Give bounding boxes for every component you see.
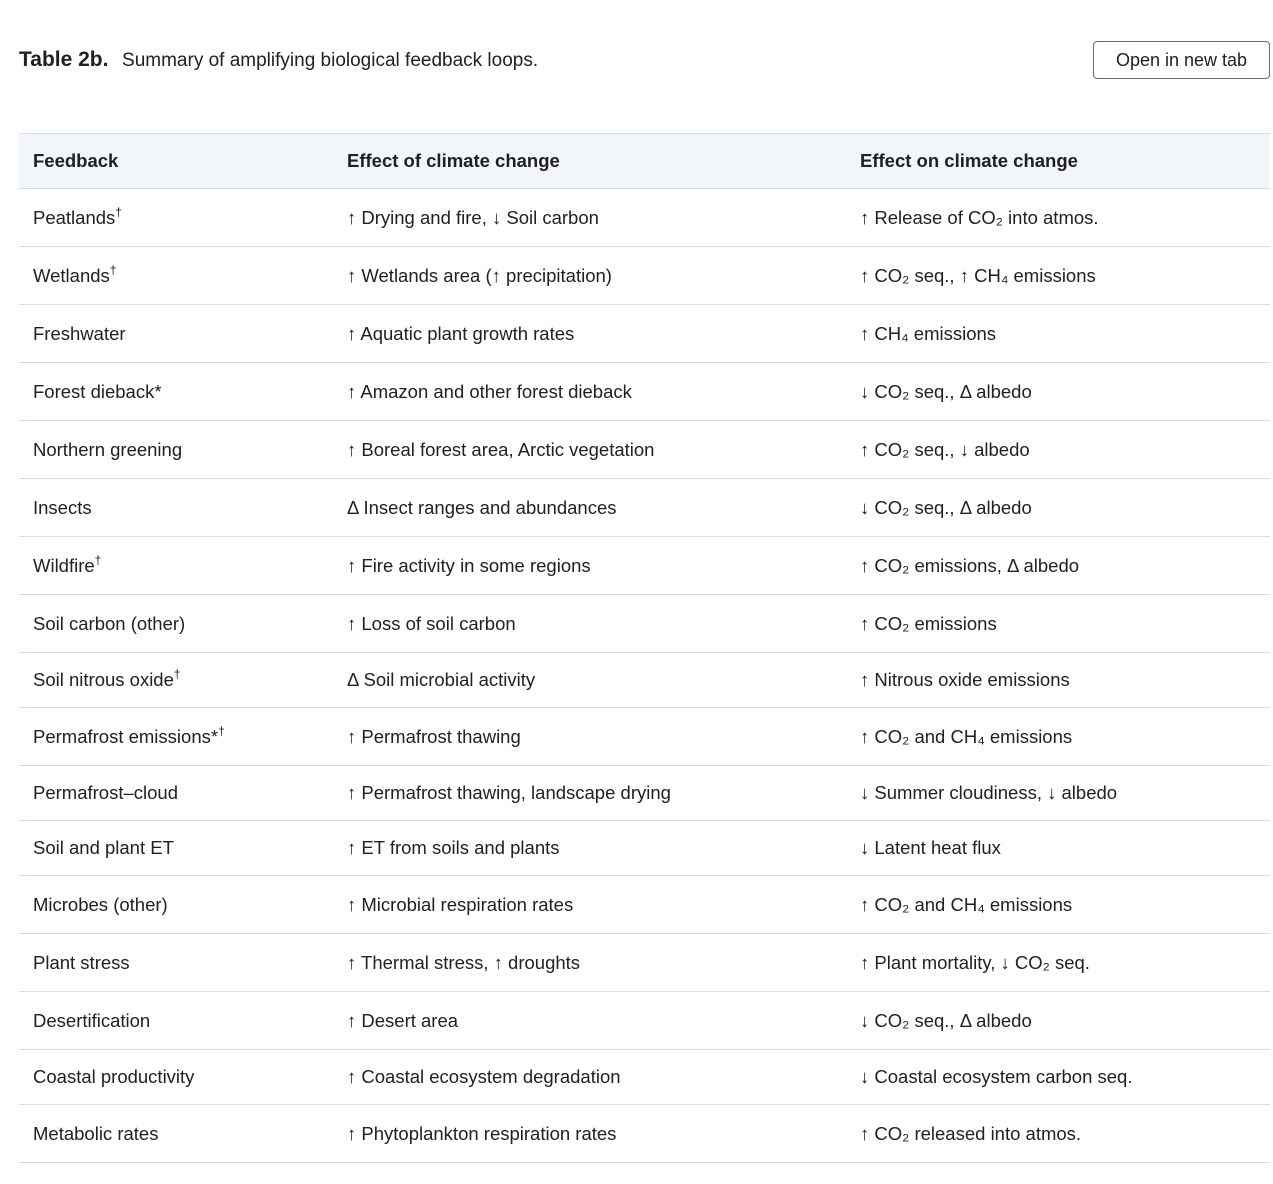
feedback-name: Soil nitrous oxide (33, 669, 174, 690)
table-row (19, 421, 1270, 479)
table-row (19, 992, 1270, 1050)
table-row (19, 821, 1270, 876)
effect-on-climate-change-cell: ↑ CO₂ emissions, Δ albedo (846, 537, 1270, 595)
table-caption (19, 48, 538, 72)
table-row (19, 305, 1270, 363)
feedback-cell (19, 821, 333, 876)
effect-of-climate-change-cell: ↑ Coastal ecosystem degradation (333, 1050, 846, 1105)
footnote-mark: † (115, 204, 122, 219)
effect-of-climate-change-cell: ↑ ET from soils and plants (333, 821, 846, 876)
effect-of-climate-change-cell: ↑ Thermal stress, ↑ droughts (333, 934, 846, 992)
table-row (19, 189, 1270, 247)
table-row (19, 595, 1270, 653)
feedback-cell (19, 992, 333, 1050)
effect-on-climate-change-cell: ↑ CO₂ emissions (846, 595, 1270, 653)
feedback-cell (19, 247, 333, 305)
effect-on-climate-change-cell: ↑ Release of CO₂ into atmos. (846, 189, 1270, 247)
table-row (19, 766, 1270, 821)
effect-on-climate-change-cell: ↓ CO₂ seq., Δ albedo (846, 479, 1270, 537)
table-row (19, 479, 1270, 537)
effect-of-climate-change-cell: ↑ Permafrost thawing (333, 708, 846, 766)
table-caption-text: Summary of amplifying biological feedback loops. (122, 50, 539, 71)
column-header-effect-of-climate-change: Effect of climate change (333, 134, 846, 189)
effect-of-climate-change-cell: ↑ Wetlands area (↑ precipitation) (333, 247, 846, 305)
effect-of-climate-change-cell: ↑ Aquatic plant growth rates (333, 305, 846, 363)
effect-of-climate-change-cell: Δ Insect ranges and abundances (333, 479, 846, 537)
table-row (19, 1050, 1270, 1105)
footnote-mark: † (94, 552, 102, 567)
effect-on-climate-change-cell: ↑ CO₂ and CH₄ emissions (846, 876, 1270, 934)
table-row (19, 653, 1270, 708)
feedback-cell (19, 766, 333, 821)
feedback-cell (19, 653, 333, 708)
feedback-name: Soil carbon (other) (33, 612, 186, 634)
table-header-row (19, 134, 1270, 189)
feedback-name: Forest dieback* (33, 380, 162, 402)
effect-on-climate-change-cell: ↓ Latent heat flux (846, 821, 1270, 876)
effect-on-climate-change-cell: ↓ CO₂ seq., Δ albedo (846, 992, 1270, 1050)
effect-on-climate-change-cell: ↑ CO₂ released into atmos. (846, 1105, 1270, 1163)
feedback-cell (19, 876, 333, 934)
table-row (19, 876, 1270, 934)
column-header-feedback: Feedback (19, 134, 333, 189)
feedback-name: Peatlands (33, 206, 116, 228)
feedback-name: Permafrost–cloud (33, 782, 178, 803)
effect-of-climate-change-cell: ↑ Amazon and other forest dieback (333, 363, 846, 421)
effect-on-climate-change-cell: ↑ CH₄ emissions (846, 305, 1270, 363)
feedback-cell (19, 1105, 333, 1163)
table-row (19, 708, 1270, 766)
feedback-name: Plant stress (33, 951, 130, 973)
feedback-cell (19, 305, 333, 363)
feedback-cell (19, 934, 333, 992)
feedback-cell (19, 479, 333, 537)
effect-of-climate-change-cell: ↑ Fire activity in some regions (333, 537, 846, 595)
table-row (19, 537, 1270, 595)
effect-on-climate-change-cell: ↓ Coastal ecosystem carbon seq. (846, 1050, 1270, 1105)
effect-of-climate-change-cell: ↑ Permafrost thawing, landscape drying (333, 766, 846, 821)
effect-on-climate-change-cell: ↑ Plant mortality, ↓ CO₂ seq. (846, 934, 1270, 992)
feedback-name: Microbes (other) (33, 893, 168, 915)
feedback-name: Freshwater (33, 322, 126, 344)
footnote-mark: † (218, 723, 225, 738)
effect-of-climate-change-cell: ↑ Microbial respiration rates (333, 876, 846, 934)
effect-on-climate-change-cell: ↓ CO₂ seq., Δ albedo (846, 363, 1270, 421)
effect-of-climate-change-cell: ↑ Phytoplankton respiration rates (333, 1105, 846, 1163)
effect-on-climate-change-cell: ↑ CO₂ seq., ↓ albedo (846, 421, 1270, 479)
feedback-cell (19, 363, 333, 421)
effect-of-climate-change-cell: ↑ Boreal forest area, Arctic vegetation (333, 421, 846, 479)
feedback-table (19, 133, 1270, 1163)
effect-on-climate-change-cell: ↑ CO₂ and CH₄ emissions (846, 708, 1270, 766)
table-caption-bar (19, 40, 1270, 80)
effect-on-climate-change-cell: ↑ Nitrous oxide emissions (846, 653, 1270, 708)
feedback-name: Desertification (33, 1009, 151, 1031)
table-row (19, 934, 1270, 992)
feedback-name: Soil and plant ET (33, 837, 174, 858)
effect-on-climate-change-cell: ↑ CO₂ seq., ↑ CH₄ emissions (846, 247, 1270, 305)
feedback-name: Permafrost emissions* (33, 725, 219, 747)
feedback-name: Wetlands (33, 264, 110, 286)
feedback-cell (19, 421, 333, 479)
feedback-cell (19, 189, 333, 247)
open-in-new-tab-button[interactable]: Open in new tab (1093, 41, 1270, 79)
feedback-name: Insects (33, 496, 92, 518)
effect-on-climate-change-cell: ↓ Summer cloudiness, ↓ albedo (846, 766, 1270, 821)
table-row (19, 1105, 1270, 1163)
table-caption-label: Table 2b. (19, 48, 109, 71)
feedback-cell (19, 708, 333, 766)
effect-of-climate-change-cell: ↑ Drying and fire, ↓ Soil carbon (333, 189, 846, 247)
effect-of-climate-change-cell: ↑ Desert area (333, 992, 846, 1050)
feedback-name: Metabolic rates (33, 1122, 159, 1144)
footnote-mark: † (109, 262, 117, 277)
table-row (19, 363, 1270, 421)
footnote-mark: † (173, 667, 181, 681)
table-row (19, 247, 1270, 305)
feedback-name: Wildfire (33, 554, 95, 576)
feedback-name: Coastal productivity (33, 1066, 195, 1087)
feedback-cell (19, 595, 333, 653)
table-body (19, 189, 1270, 1163)
effect-of-climate-change-cell: ↑ Loss of soil carbon (333, 595, 846, 653)
feedback-name: Northern greening (33, 438, 183, 460)
feedback-cell (19, 1050, 333, 1105)
effect-of-climate-change-cell: Δ Soil microbial activity (333, 653, 846, 708)
feedback-cell (19, 537, 333, 595)
column-header-effect-on-climate-change: Effect on climate change (846, 134, 1270, 189)
